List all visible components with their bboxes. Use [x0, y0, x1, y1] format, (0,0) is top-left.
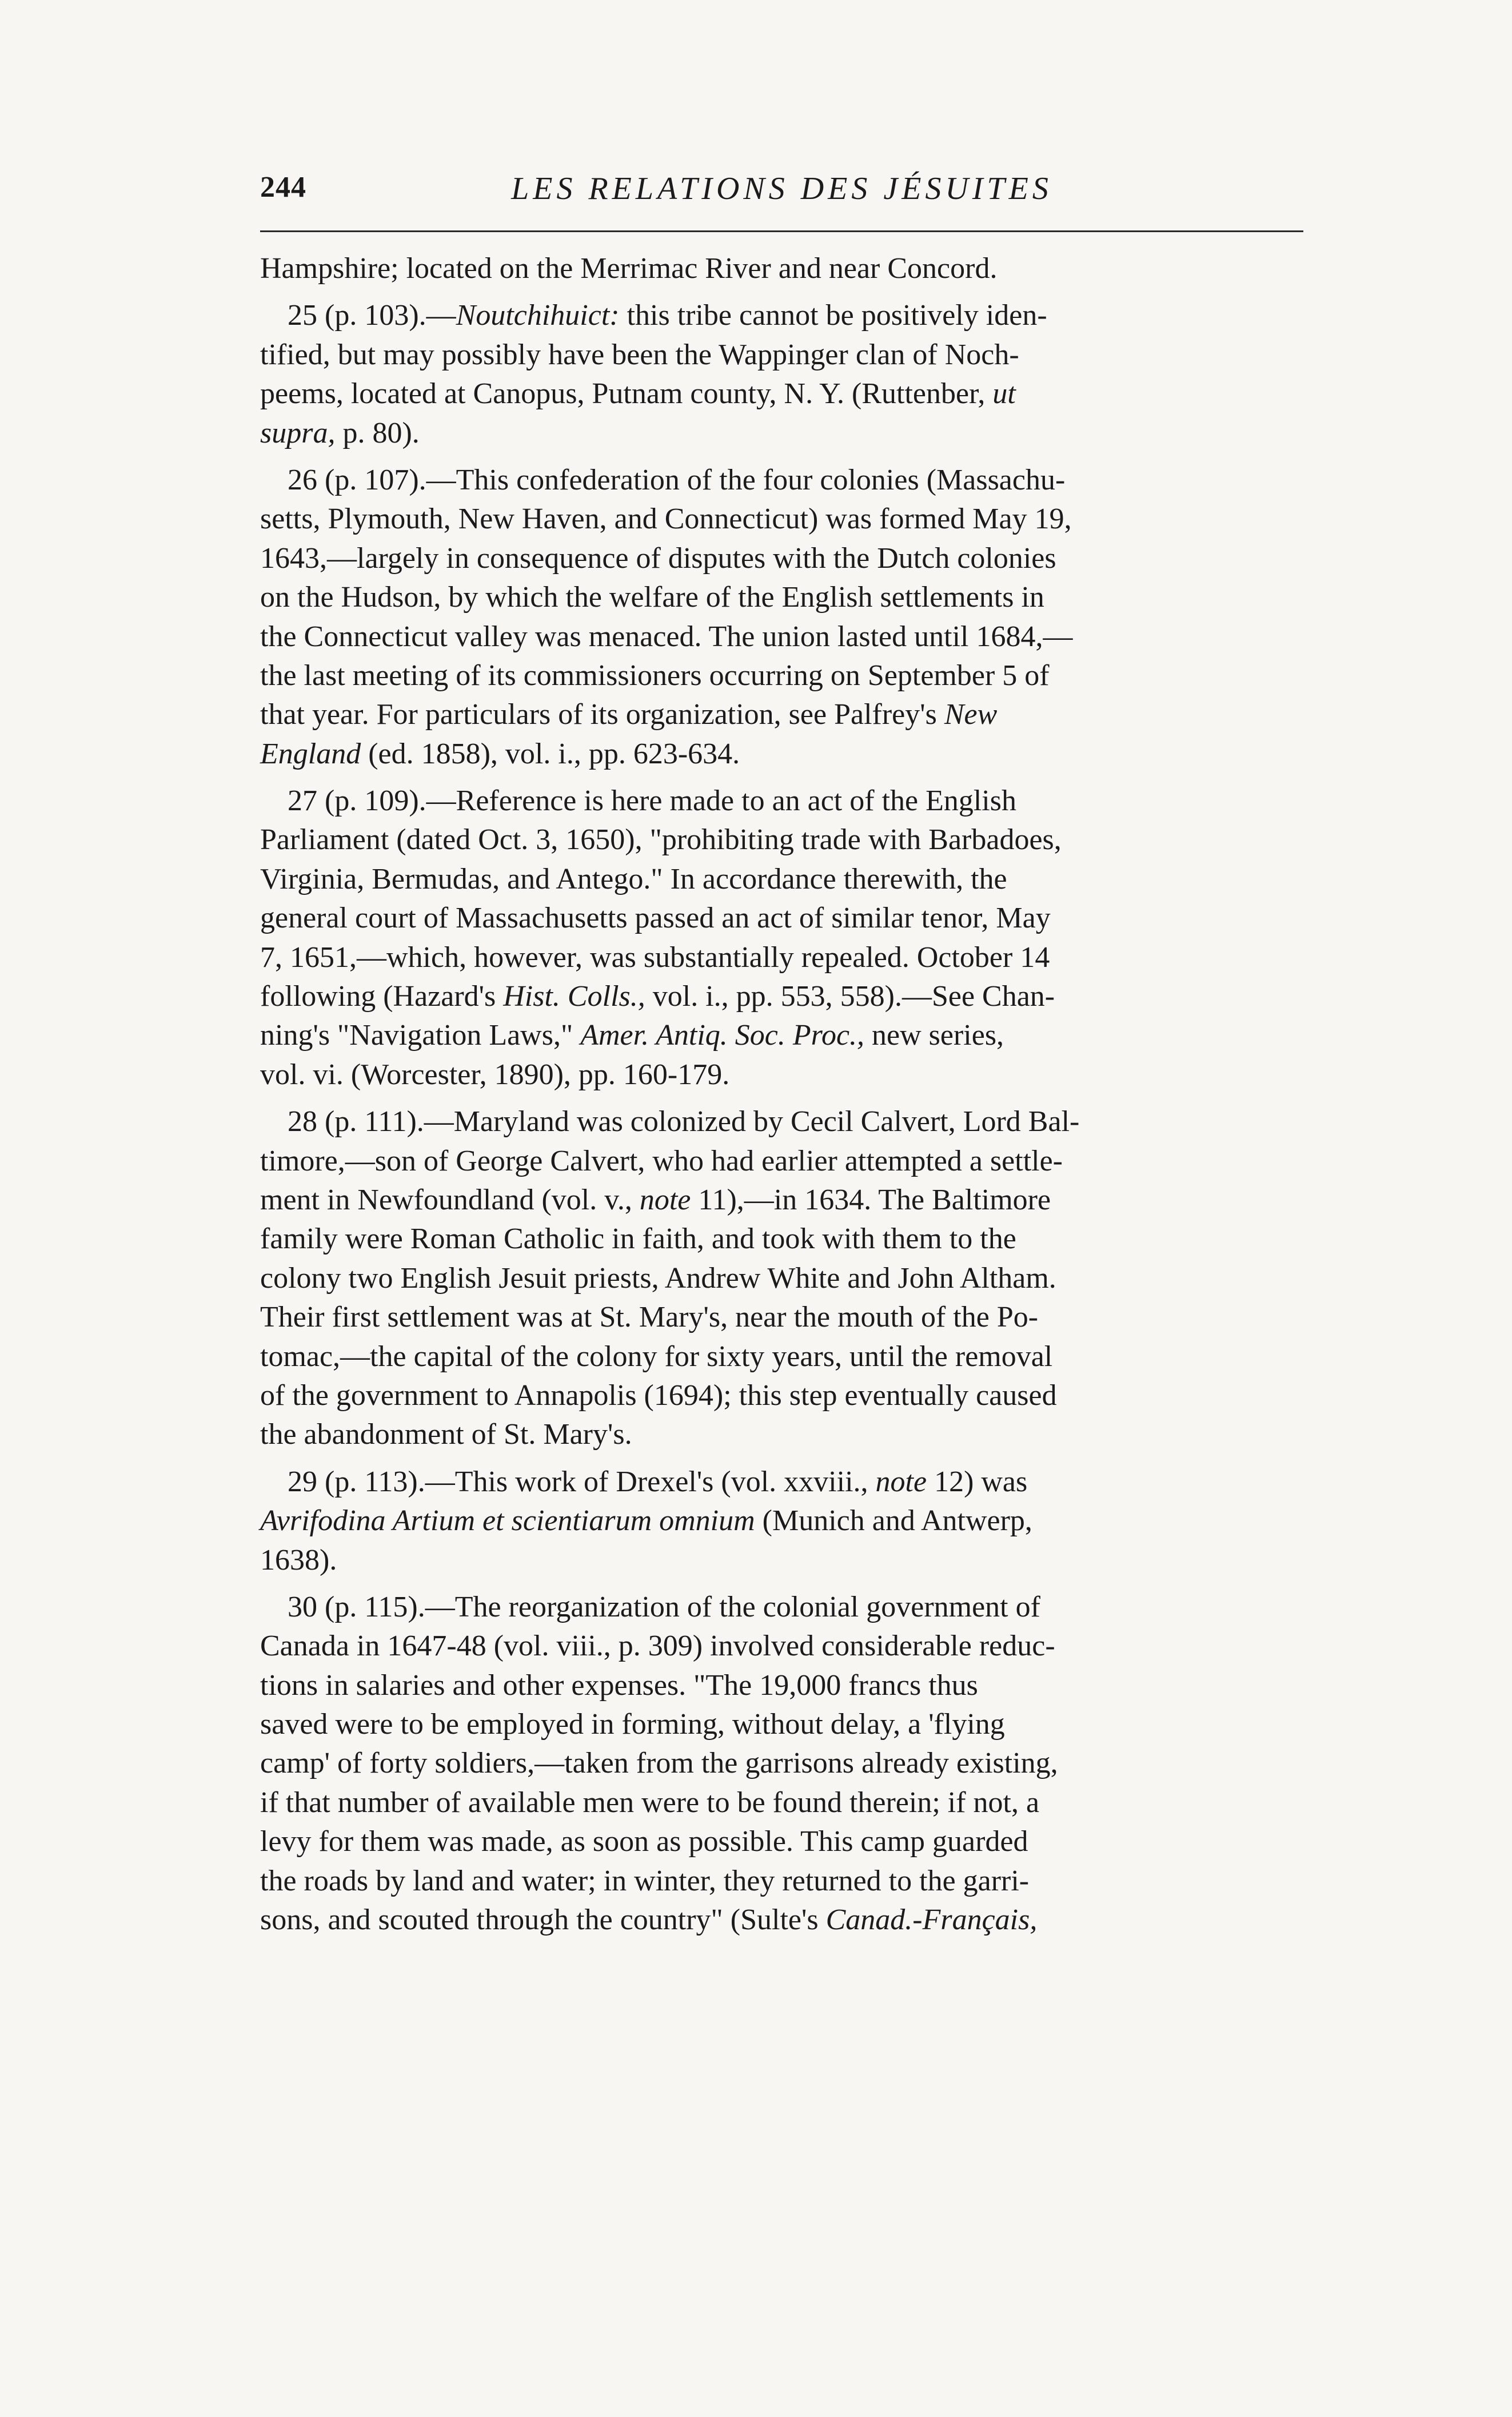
page-number: 244 — [260, 171, 306, 204]
text-line: following (Hazard's Hist. Colls., vol. i., pp. 553, 558).—See Chan- — [260, 980, 1055, 1013]
text-line: sons, and scouted through the country" (Sulte's Canad.-Français, — [260, 1904, 1038, 1937]
text-line: that year. For particulars of its organization, see Palfrey's New — [260, 698, 998, 731]
text-line: 27 (p. 109).—Reference is here made to an act of the English — [288, 785, 1016, 818]
text-line: peems, located at Canopus, Putnam county, N. Y. (Ruttenber, ut — [260, 377, 1016, 411]
text-line: setts, Plymouth, New Haven, and Connecticut) was formed May 19, — [260, 503, 1072, 536]
text-line: the abandonment of St. Mary's. — [260, 1418, 632, 1451]
text-line: if that number of available men were to be found therein; if not, a — [260, 1786, 1040, 1819]
text-line: 26 (p. 107).—This confederation of the four colonies (Massachu- — [288, 463, 1066, 496]
text-line: Avrifodina Artium et scientiarum omnium (Munich and Antwerp, — [260, 1504, 1032, 1538]
text-line: saved were to be employed in forming, without delay, a 'flying — [260, 1708, 1005, 1741]
text-line: Hampshire; located on the Merrimac River and near Concord. — [260, 252, 998, 285]
text-line: of the government to Annapolis (1694); this step eventually caused — [260, 1379, 1057, 1412]
text-line: 25 (p. 103).—Noutchihuict: this tribe cannot be positively iden- — [288, 299, 1047, 332]
text-line: tions in salaries and other expenses. "The 19,000 francs thus — [260, 1669, 978, 1702]
text-line: supra, p. 80). — [260, 416, 420, 449]
text-line: England (ed. 1858), vol. i., pp. 623-634. — [260, 737, 740, 770]
text-line: the Connecticut valley was menaced. The union lasted until 1684,— — [260, 620, 1073, 653]
text-line: timore,—son of George Calvert, who had earlier attempted a settle- — [260, 1144, 1063, 1177]
text-line: ning's "Navigation Laws," Amer. Antiq. Soc. Proc., new series, — [260, 1019, 1004, 1052]
text-line: on the Hudson, by which the welfare of the English settlements in — [260, 581, 1044, 614]
text-line: 7, 1651,—which, however, was substantially repealed. October 14 — [260, 941, 1050, 974]
page-header — [260, 170, 1303, 222]
text-line: ment in Newfoundland (vol. v., note 11),—in 1634. The Baltimore — [260, 1183, 1051, 1216]
running-head: LES RELATIONS DES JÉSUITES — [511, 171, 1052, 206]
text-line: camp' of forty soldiers,—taken from the garrisons already existing, — [260, 1747, 1058, 1780]
text-line: Virginia, Bermudas, and Antego." In accordance therewith, the — [260, 862, 1007, 895]
text-line: tified, but may possibly have been the Wappinger clan of Noch- — [260, 338, 1019, 371]
text-line: the last meeting of its commissioners occurring on September 5 of — [260, 659, 1050, 692]
text-line: 1638). — [260, 1543, 337, 1576]
text-line: family were Roman Catholic in faith, and took with them to the — [260, 1223, 1016, 1256]
text-line: colony two English Jesuit priests, Andrew White and John Altham. — [260, 1261, 1056, 1295]
text-line: general court of Massachusetts passed an act of similar tenor, May — [260, 902, 1051, 935]
text-line: 29 (p. 113).—This work of Drexel's (vol. xxviii., note 12) was — [288, 1465, 1028, 1498]
text-line: tomac,—the capital of the colony for sixty years, until the removal — [260, 1340, 1053, 1373]
text-line: levy for them was made, as soon as possible. This camp guarded — [260, 1825, 1028, 1858]
text-line: 1643,—largely in consequence of disputes with the Dutch colonies — [260, 541, 1056, 575]
text-line: Their first settlement was at St. Mary's, near the mouth of the Po- — [260, 1301, 1039, 1334]
text-line: the roads by land and water; in winter, they returned to the garri- — [260, 1864, 1030, 1897]
text-line: Canada in 1647-48 (vol. viii., p. 309) involved considerable reduc- — [260, 1630, 1055, 1663]
text-line: vol. vi. (Worcester, 1890), pp. 160-179. — [260, 1058, 730, 1091]
text-line: Parliament (dated Oct. 3, 1650), "prohibiting trade with Barbadoes, — [260, 823, 1062, 857]
header-rule — [260, 230, 1303, 232]
text-line: 28 (p. 111).—Maryland was colonized by Cecil Calvert, Lord Bal- — [288, 1105, 1080, 1138]
text-line: 30 (p. 115).—The reorganization of the colonial government of — [288, 1590, 1040, 1623]
notes-body — [260, 249, 1303, 1940]
